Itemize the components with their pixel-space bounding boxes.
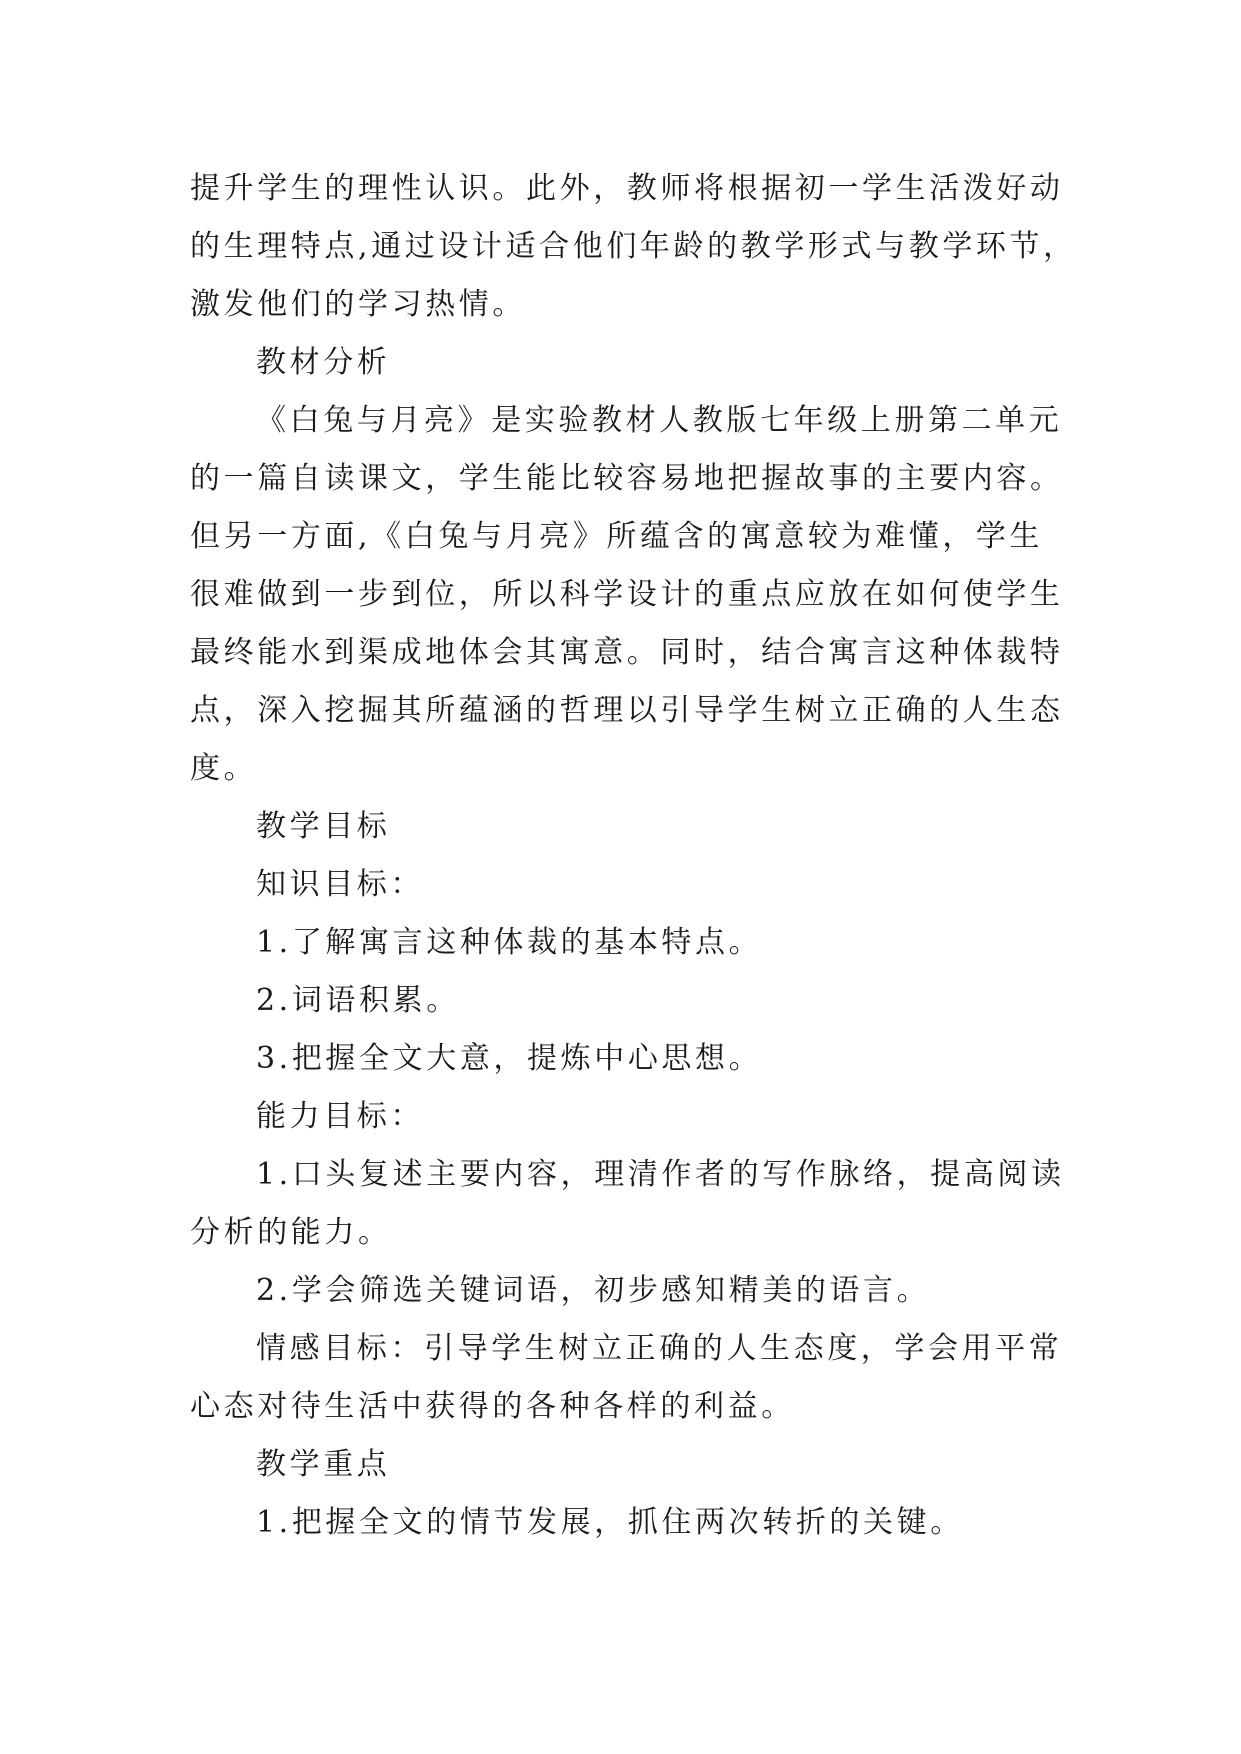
section-heading-textbook-analysis: 教材分析 — [256, 345, 391, 380]
list-item: 1.了解寓言这种体裁的基本特点。 — [256, 925, 763, 960]
list-item-continuation: 分析的能力。 — [190, 1215, 392, 1250]
section-heading-teaching-goals: 教学目标 — [256, 809, 391, 844]
document-body — [190, 160, 1077, 1552]
emotion-goals-line: 情感目标：引导学生树立正确的人生态度，学会用平常 — [256, 1331, 1063, 1366]
paragraph-line: 但另一方面,《白兔与月亮》所蕴含的寓意较为难懂，学生 — [190, 519, 1044, 554]
paragraph-line: 的一篇自读课文，学生能比较容易地把握故事的主要内容。 — [190, 461, 1064, 496]
paragraph-line: 《白兔与月亮》是实验教材人教版七年级上册第二单元 — [256, 403, 1063, 438]
list-item: 3.把握全文大意，提炼中心思想。 — [256, 1041, 763, 1076]
paragraph-line: 激发他们的学习热情。 — [190, 287, 526, 322]
paragraph-line: 度。 — [190, 751, 258, 786]
list-item: 1.把握全文的情节发展，抓住两次转折的关键。 — [256, 1505, 964, 1540]
paragraph-line: 最终能水到渠成地体会其寓意。同时，结合寓言这种体裁特 — [190, 635, 1064, 670]
paragraph-line: 点，深入挖掘其所蕴涵的哲理以引导学生树立正确的人生态 — [190, 693, 1064, 728]
paragraph-line: 的生理特点,通过设计适合他们年龄的教学形式与教学环节， — [190, 229, 1077, 264]
paragraph-line: 提升学生的理性认识。此外，教师将根据初一学生活泼好动 — [190, 171, 1064, 206]
subheading-ability-goals: 能力目标： — [256, 1099, 424, 1134]
paragraph-line: 很难做到一步到位，所以科学设计的重点应放在如何使学生 — [190, 577, 1064, 612]
list-item: 2.学会筛选关键词语，初步感知精美的语言。 — [256, 1273, 931, 1308]
subheading-knowledge-goals: 知识目标： — [256, 867, 424, 902]
list-item: 1.口头复述主要内容，理清作者的写作脉络，提高阅读 — [256, 1157, 1065, 1192]
emotion-goals-continuation: 心态对待生活中获得的各种各样的利益。 — [190, 1389, 795, 1424]
section-heading-teaching-focus: 教学重点 — [256, 1447, 391, 1482]
list-item: 2.词语积累。 — [256, 983, 460, 1018]
